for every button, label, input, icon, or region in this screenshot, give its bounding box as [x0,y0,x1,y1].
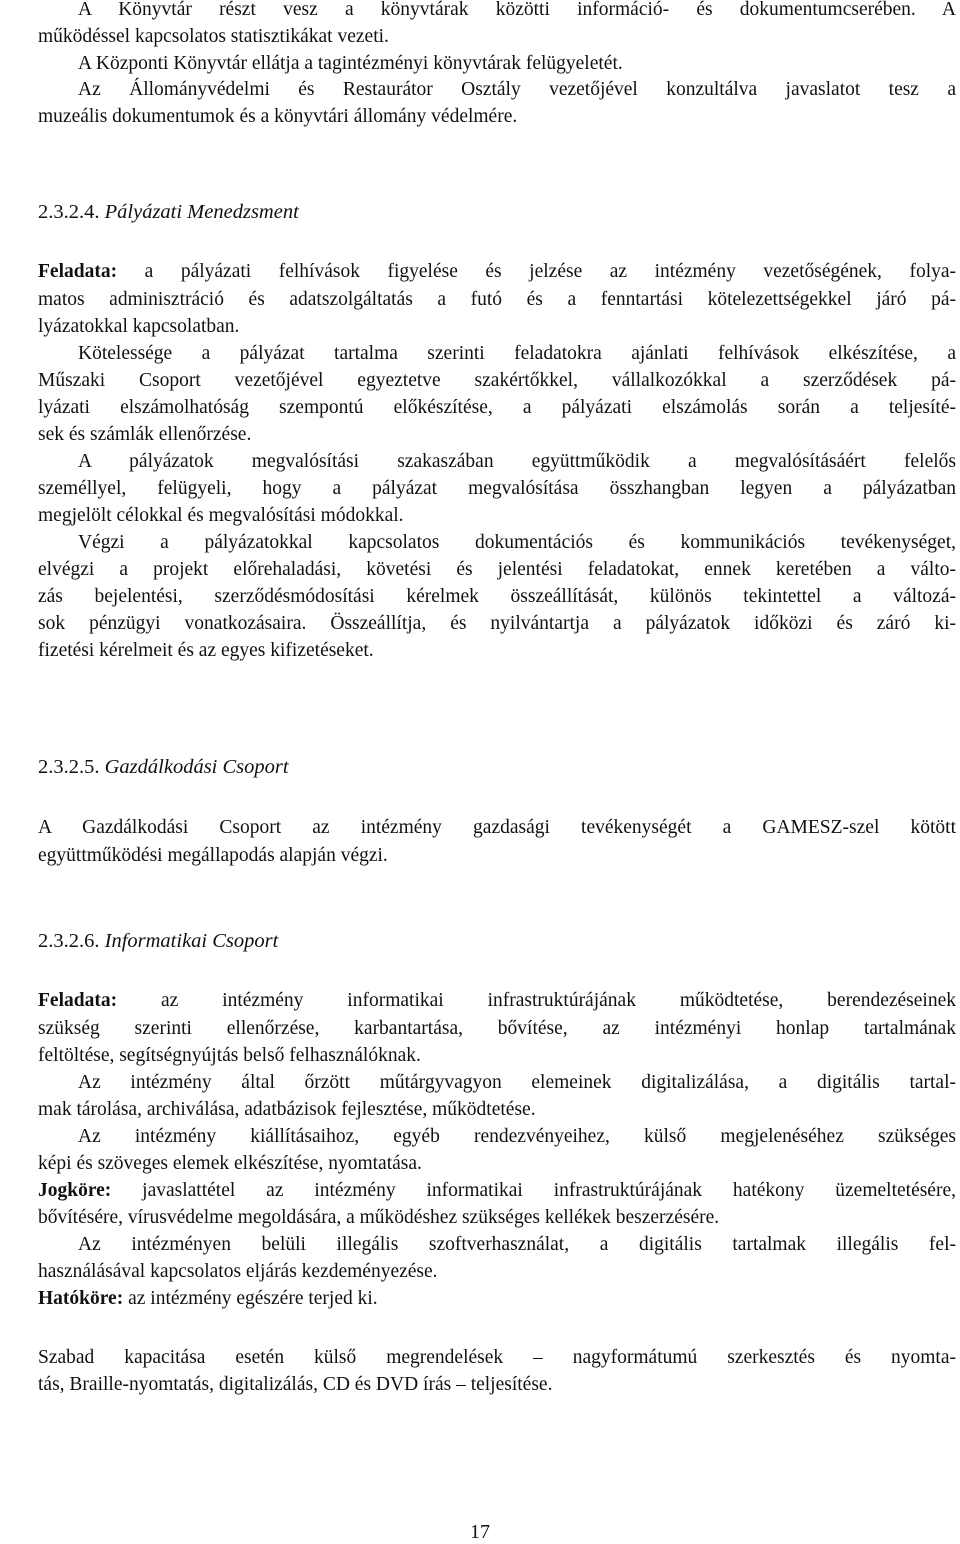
paragraph-line: szükség szerinti ellenőrzése, karbantartása, bővítése, az intézményi honlap tartalmának [38,1018,956,1039]
section-title: Informatikai Csoport [104,930,279,952]
paragraph-line: Az Állományvédelmi és Restaurátor Osztály vezetőjével konzultálva javaslatot tesz a [78,79,956,100]
hatokore-label: Hatóköre: [38,1288,124,1309]
paragraph-line: együttműködési megállapodás alapján végzi. [38,845,388,866]
paragraph-line: használásával kapcsolatos eljárás kezdeményezése. [38,1261,438,1282]
section-number: 2.3.2.6. [38,930,100,952]
section-heading-2-3-2-4 [38,199,956,226]
paragraph-line: elvégzi a projekt előrehaladási, követési és jelentési feladatokat, ennek keretében a válto- [38,559,956,580]
paragraph-line: képi és szöveges elemek elkészítése, nyomtatása. [38,1153,422,1174]
paragraph-line: működéssel kapcsolatos statisztikákat vezeti. [38,26,389,47]
paragraph-line: lyázati elszámolhatóság szempontú előkészítése, a pályázati elszámolás során a teljesíté- [38,397,956,418]
paragraph-line: feltöltése, segítségnyújtás belső felhasználóknak. [38,1045,421,1066]
text-run: javaslattétel az intézmény informatikai infrastruktúrájának hatékony üzemeltetésére, [142,1180,956,1201]
paragraph-line: fizetési kérelmeit és az egyes kifizetéseket. [38,640,374,661]
paragraph-line: A pályázatok megvalósítási szakaszában együttműködik a megvalósításáért felelős [78,451,956,472]
paragraph-line: személlyel, felügyeli, hogy a pályázat megvalósítása összhangban legyen a pályázatban [38,478,956,499]
paragraph-line: muzeális dokumentumok és a könyvtári állomány védelmére. [38,106,518,127]
section-title: Pályázati Menedzsment [104,201,299,223]
section-number: 2.3.2.5. [38,756,100,778]
paragraph-line [38,258,956,285]
paragraph-line: mak tárolása, archiválása, adatbázisok fejlesztése, működtetése. [38,1099,536,1120]
text-run: a pályázati felhívások figyelése és jelzése az intézmény vezetőségének, folya- [144,261,957,282]
paragraph-line: megjelölt célokkal és megvalósítási módokkal. [38,505,404,526]
feladata-label: Feladata: [38,261,118,282]
text-run: az intézmény egészére terjed ki. [128,1288,378,1309]
paragraph-line: bővítésére, vírusvédelme megoldására, a működéshez szükséges kellékek beszerzésére. [38,1207,720,1228]
paragraph-line: Az intézmény által őrzött műtárgyvagyon elemeinek digitalizálása, a digitális tartal- [78,1072,956,1093]
paragraph-line: A Könyvtár részt vesz a könyvtárak közötti információ- és dokumentumcserében. A [78,0,956,20]
paragraph-line: A Gazdálkodási Csoport az intézmény gazdasági tevékenységét a GAMESZ-szel kötött [38,817,956,838]
section-number: 2.3.2.4. [38,201,100,223]
text-run: az intézmény informatikai infrastruktúrájának működtetése, berendezéseinek [160,990,956,1011]
page-number: 17 [470,1521,490,1543]
paragraph-line: matos adminisztráció és adatszolgáltatás a futó és a fenntartási kötelezettségekkel járó pá- [38,289,956,310]
paragraph-line: sok pénzügyi vonatkozásaira. Összeállítja, és nyilvántartja a pályázatok időközi és záró ki- [38,613,956,634]
paragraph-line [38,1285,956,1312]
section-heading-2-3-2-6 [38,928,956,955]
paragraph-line [38,1177,956,1204]
paragraph-line: A Központi Könyvtár ellátja a tagintézményi könyvtárak felügyeletét. [78,53,623,74]
section-title: Gazdálkodási Csoport [104,756,289,778]
paragraph-line: tás, Braille-nyomtatás, digitalizálás, CD és DVD írás – teljesítése. [38,1374,553,1395]
feladata-label: Feladata: [38,990,118,1011]
paragraph-line [38,987,956,1014]
paragraph-line: Végzi a pályázatokkal kapcsolatos dokumentációs és kommunikációs tevékenységet, [78,532,956,553]
paragraph-line: Kötelessége a pályázat tartalma szerinti feladatokra ajánlati felhívások elkészítése, a [78,343,956,364]
paragraph-line: Az intézmény kiállításaihoz, egyéb rendezvényeihez, külső megjelenéséhez szükséges [78,1126,956,1147]
paragraph-line: Az intézményen belüli illegális szoftverhasználat, a digitális tartalmak illegális fel- [78,1234,956,1255]
jogkore-label: Jogköre: [38,1180,112,1201]
paragraph-line: Műszaki Csoport vezetőjével egyeztetve szakértőkkel, vállalkozókkal a szerződések pá- [38,370,956,391]
section-heading-2-3-2-5 [38,754,956,781]
paragraph-line: Szabad kapacitása esetén külső megrendelések – nagyformátumú szerkesztés és nyomta- [38,1347,956,1368]
paragraph-line: zás bejelentési, szerződésmódosítási kérelmek összeállítását, különös tekintettel a változá- [38,586,956,607]
paragraph-line: lyázatokkal kapcsolatban. [38,316,240,337]
paragraph-line: sek és számlák ellenőrzése. [38,424,252,445]
